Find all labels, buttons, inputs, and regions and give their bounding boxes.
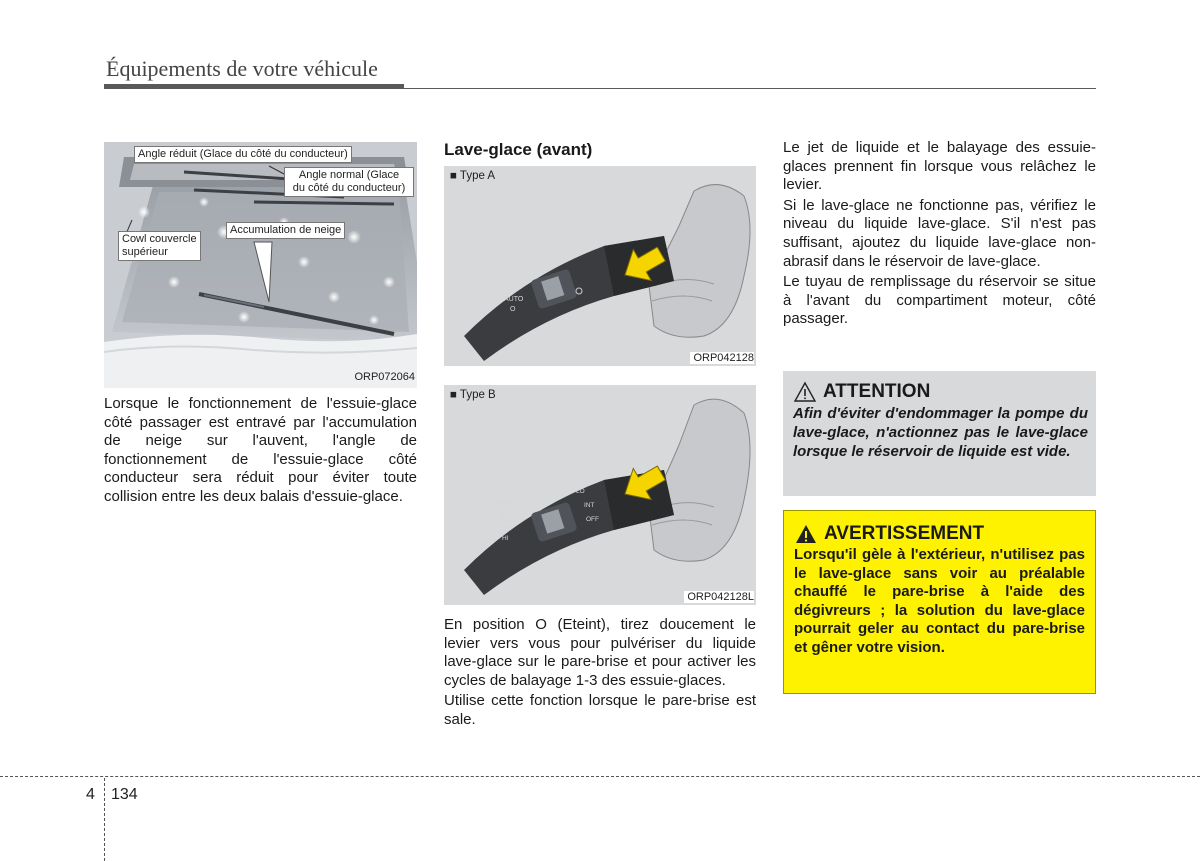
attention-title: ATTENTION (823, 381, 931, 402)
col3-text (783, 139, 1096, 331)
lever-illustration-b (444, 385, 756, 605)
callout-reduced-angle: Angle réduit (Glace du côté du conducteur) (134, 146, 352, 163)
callout-cowl-line2: supérieur (122, 246, 168, 258)
callout-normal-angle-line2: du côté du conducteur) (292, 182, 406, 194)
col3-paragraph-2: Si le lave-glace ne fonctionne pas, vérifiez le niveau du liquide lave-glace. S'il n'est pas suffisant, ajoutez du liquide lave-glace non-abrasif dans le réservoir de lave-glace. (783, 196, 1096, 270)
svg-text:LO: LO (576, 488, 585, 495)
svg-text:2: 2 (506, 276, 510, 283)
col3-paragraph-1: Le jet de liquide et le balayage des essuie-glaces prennent fin lorsque vous relâchez le levier. (783, 139, 1096, 194)
type-a-label: ■ Type A (450, 170, 496, 182)
svg-text:INT: INT (584, 502, 595, 509)
figure-type-b (444, 385, 756, 605)
callout-cowl (118, 231, 201, 261)
figure-type-a (444, 166, 756, 366)
page-number: 134 (111, 786, 138, 803)
col2-paragraph-1: En position O (Eteint), tirez doucement le levier vers vous pour pulvériser du liquide lave-glace sur le pare-brise et pour activer les cycles de balayage 1-3 des essuie-glaces. (444, 616, 756, 689)
caution-triangle-icon (793, 381, 817, 403)
type-b-code: ORP042128L (684, 591, 754, 603)
attention-box (783, 371, 1096, 496)
svg-text:O: O (510, 306, 516, 313)
col2-paragraph-2: Utilise cette fonction lorsque le pare-brise est sale. (444, 692, 756, 728)
svg-text:MIST: MIST (496, 500, 512, 507)
svg-text:OFF: OFF (586, 516, 599, 523)
type-b-label: ■ Type B (450, 389, 496, 401)
callout-cowl-line1: Cowl couvercle (122, 233, 197, 245)
type-a-code: ORP042128 (690, 352, 754, 364)
svg-text:HI: HI (502, 535, 509, 542)
attention-body: Afin d'éviter d'endommager la pompe du lave-glace, n'actionnez pas le lave-glace lorsque le réservoir de liquide est vide. (793, 405, 1088, 460)
warning-body: Lorsqu'il gèle à l'extérieur, n'utilisez pas le lave-glace sans voir au préalable chauffé le pare-brise à l'aide des dégivreurs ; la solution du lave-glace pourrait geler au contact du pare-brise et gêner votre vision. (794, 546, 1085, 656)
warning-title-row (794, 523, 1085, 545)
callout-normal-angle (284, 167, 414, 197)
col3-paragraph-3: Le tuyau de remplissage du réservoir se situe à l'avant du compartiment moteur, côté passager. (783, 273, 1096, 328)
chapter-number: 4 (86, 786, 95, 803)
warning-title: AVERTISSEMENT (824, 523, 985, 544)
svg-text:AUTO: AUTO (504, 296, 524, 303)
svg-text:AUTO: AUTO (498, 517, 516, 524)
lever-illustration-a (444, 166, 756, 366)
footer-dashed-rule (0, 776, 1200, 777)
col1-paragraph: Lorsque le fonctionnement de l'essuie-glace côté passager est entravé par l'accumulation de neige sur l'auvent, l'angle de fonctionnement de l'essuie-glace côté conducteur sera réduit pour éviter toute collision entre les deux balais d'essuie-glace. (104, 395, 417, 505)
svg-text:1: 1 (508, 286, 512, 293)
warning-triangle-icon (794, 523, 818, 545)
page-header-title: Équipements de votre véhicule (106, 56, 378, 81)
figure-code: ORP072064 (354, 371, 415, 383)
section-heading: Lave-glace (avant) (444, 140, 593, 159)
col2-text (444, 616, 756, 732)
warning-box (783, 510, 1096, 694)
header-rule-thin (404, 88, 1096, 89)
header-rule-thick (104, 84, 404, 89)
callout-normal-angle-line1: Angle normal (Glace (298, 169, 400, 181)
footer-vertical-rule (104, 778, 105, 861)
attention-title-row (793, 381, 1088, 403)
callout-snow: Accumulation de neige (226, 222, 345, 239)
svg-text:HI: HI (574, 475, 581, 482)
wiper-angle-figure (104, 142, 417, 388)
svg-text:LO: LO (502, 526, 511, 533)
svg-text:OFF: OFF (500, 508, 513, 515)
